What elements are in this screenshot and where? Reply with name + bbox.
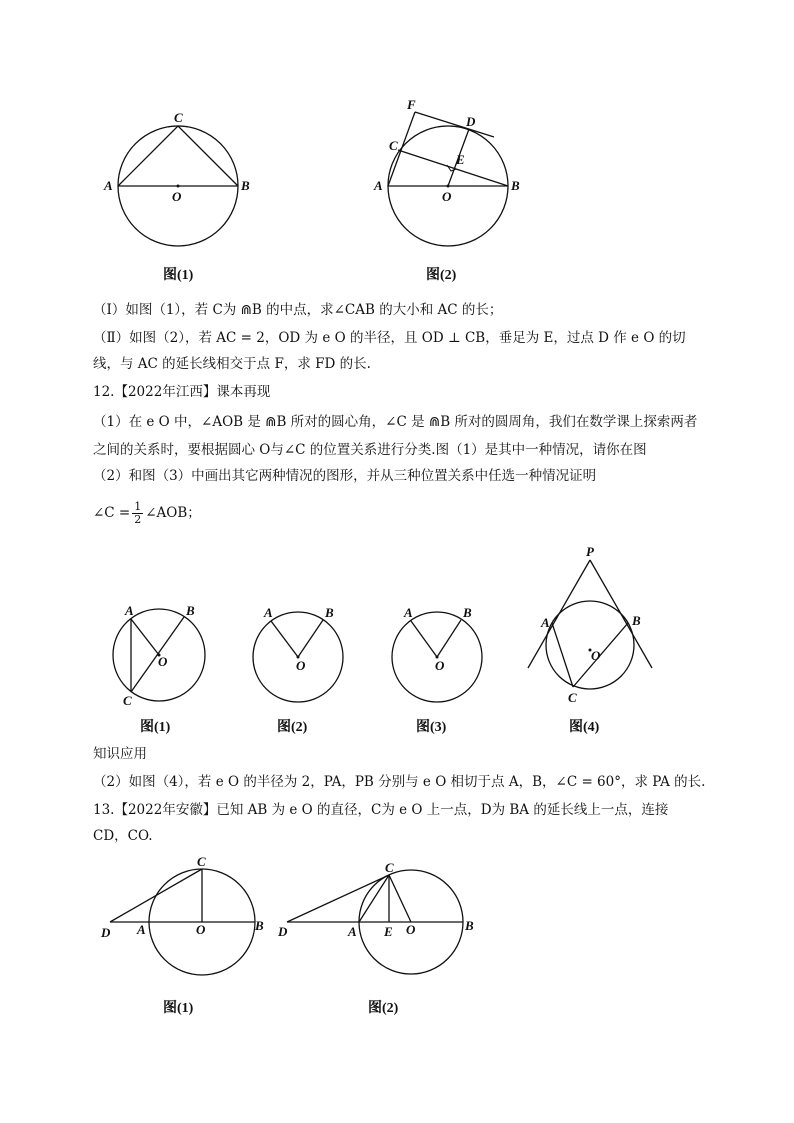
- label-d: D: [101, 925, 111, 940]
- q11-part1: （Ⅰ）如图（1），若 C为 ⋒B 的中点，求∠CAB 的大小和 AC 的长；: [93, 302, 503, 318]
- q11-part2-line2: 线，与 AC 的延长线相交于点 F，求 FD 的长.: [93, 356, 371, 372]
- label-e: E: [456, 152, 465, 167]
- caption: 图(3): [416, 720, 447, 735]
- label-a: A: [404, 605, 413, 620]
- q12-knowledge-heading: 知识应用: [93, 746, 147, 762]
- label-a: A: [104, 178, 113, 193]
- label-a: A: [374, 178, 383, 193]
- label-a: A: [125, 603, 134, 618]
- q13-line2: CD，CO.: [93, 828, 153, 844]
- label-o: O: [591, 648, 601, 663]
- formula-left: ∠C =: [93, 505, 131, 521]
- label-b: B: [186, 603, 195, 618]
- label-b: B: [463, 605, 472, 620]
- label-b: B: [465, 918, 474, 933]
- label-e: E: [384, 924, 393, 939]
- q12-line3: （2）和图（3）中画出其它两种情况的图形，并从三种位置关系中任选一种情况证明: [93, 468, 597, 484]
- caption: 图(2): [368, 1001, 399, 1016]
- label-c: C: [123, 693, 132, 708]
- label-o: O: [296, 658, 306, 673]
- label-o: O: [442, 189, 452, 204]
- label-o: O: [196, 922, 206, 937]
- caption: 图(1): [140, 720, 171, 735]
- label-b: B: [255, 918, 264, 933]
- q11-part2-line1: （Ⅱ）如图（2），若 AC = 2，OD 为 e O 的半径，且 OD ⊥ CB，垂足为 E，过点 D 作 e O 的切: [93, 330, 686, 346]
- caption: 图(2): [426, 268, 457, 283]
- q13-line1: 13.【2022年安徽】已知 AB 为 e O 的直径，C为 e O 上一点，D为 BA 的延长线上一点，连接: [93, 802, 669, 818]
- q12-line2: 之间的关系时，要根据圆心 O与∠C 的位置关系进行分类.图（1）是其中一种情况，请你在图: [93, 442, 647, 458]
- caption: 图(2): [277, 720, 308, 735]
- label-b: B: [241, 178, 250, 193]
- label-c: C: [197, 854, 206, 869]
- label-c: C: [385, 860, 394, 875]
- fraction-numerator: 1: [134, 500, 142, 513]
- radius-oc: [389, 875, 411, 922]
- label-b: B: [632, 613, 641, 628]
- label-d: D: [278, 924, 288, 939]
- label-d: D: [466, 114, 476, 129]
- label-a: A: [348, 924, 357, 939]
- label-c: C: [389, 138, 398, 153]
- formula-right: ∠AOB；: [145, 505, 201, 521]
- label-o: O: [172, 189, 182, 204]
- caption: 图(1): [163, 1001, 194, 1016]
- fraction-denominator: 2: [134, 513, 142, 526]
- label-c: C: [568, 690, 577, 705]
- caption: 图(1): [163, 268, 194, 283]
- label-b: B: [325, 605, 334, 620]
- label-c: C: [174, 110, 183, 125]
- label-o: O: [435, 658, 445, 673]
- label-a: A: [137, 922, 146, 937]
- label-b: B: [511, 178, 520, 193]
- label-p: P: [586, 544, 594, 559]
- label-o: O: [158, 654, 168, 669]
- q12-heading: 12.【2022年江西】课本再现: [93, 384, 271, 400]
- label-a: A: [541, 615, 550, 630]
- label-a: A: [264, 605, 273, 620]
- q12-line1: （1）在 e O 中，∠AOB 是 ⋒B 所对的圆心角，∠C 是 ⋒B 所对的圆周角，我们在数学课上探索两者: [93, 414, 698, 430]
- q12-part2: （2）如图（4），若 e O 的半径为 2，PA，PB 分别与 e O 相切于点 A，B，∠C = 60°，求 PA 的长.: [93, 774, 706, 790]
- label-f: F: [407, 97, 416, 112]
- caption: 图(4): [569, 720, 600, 735]
- label-o: O: [406, 922, 416, 937]
